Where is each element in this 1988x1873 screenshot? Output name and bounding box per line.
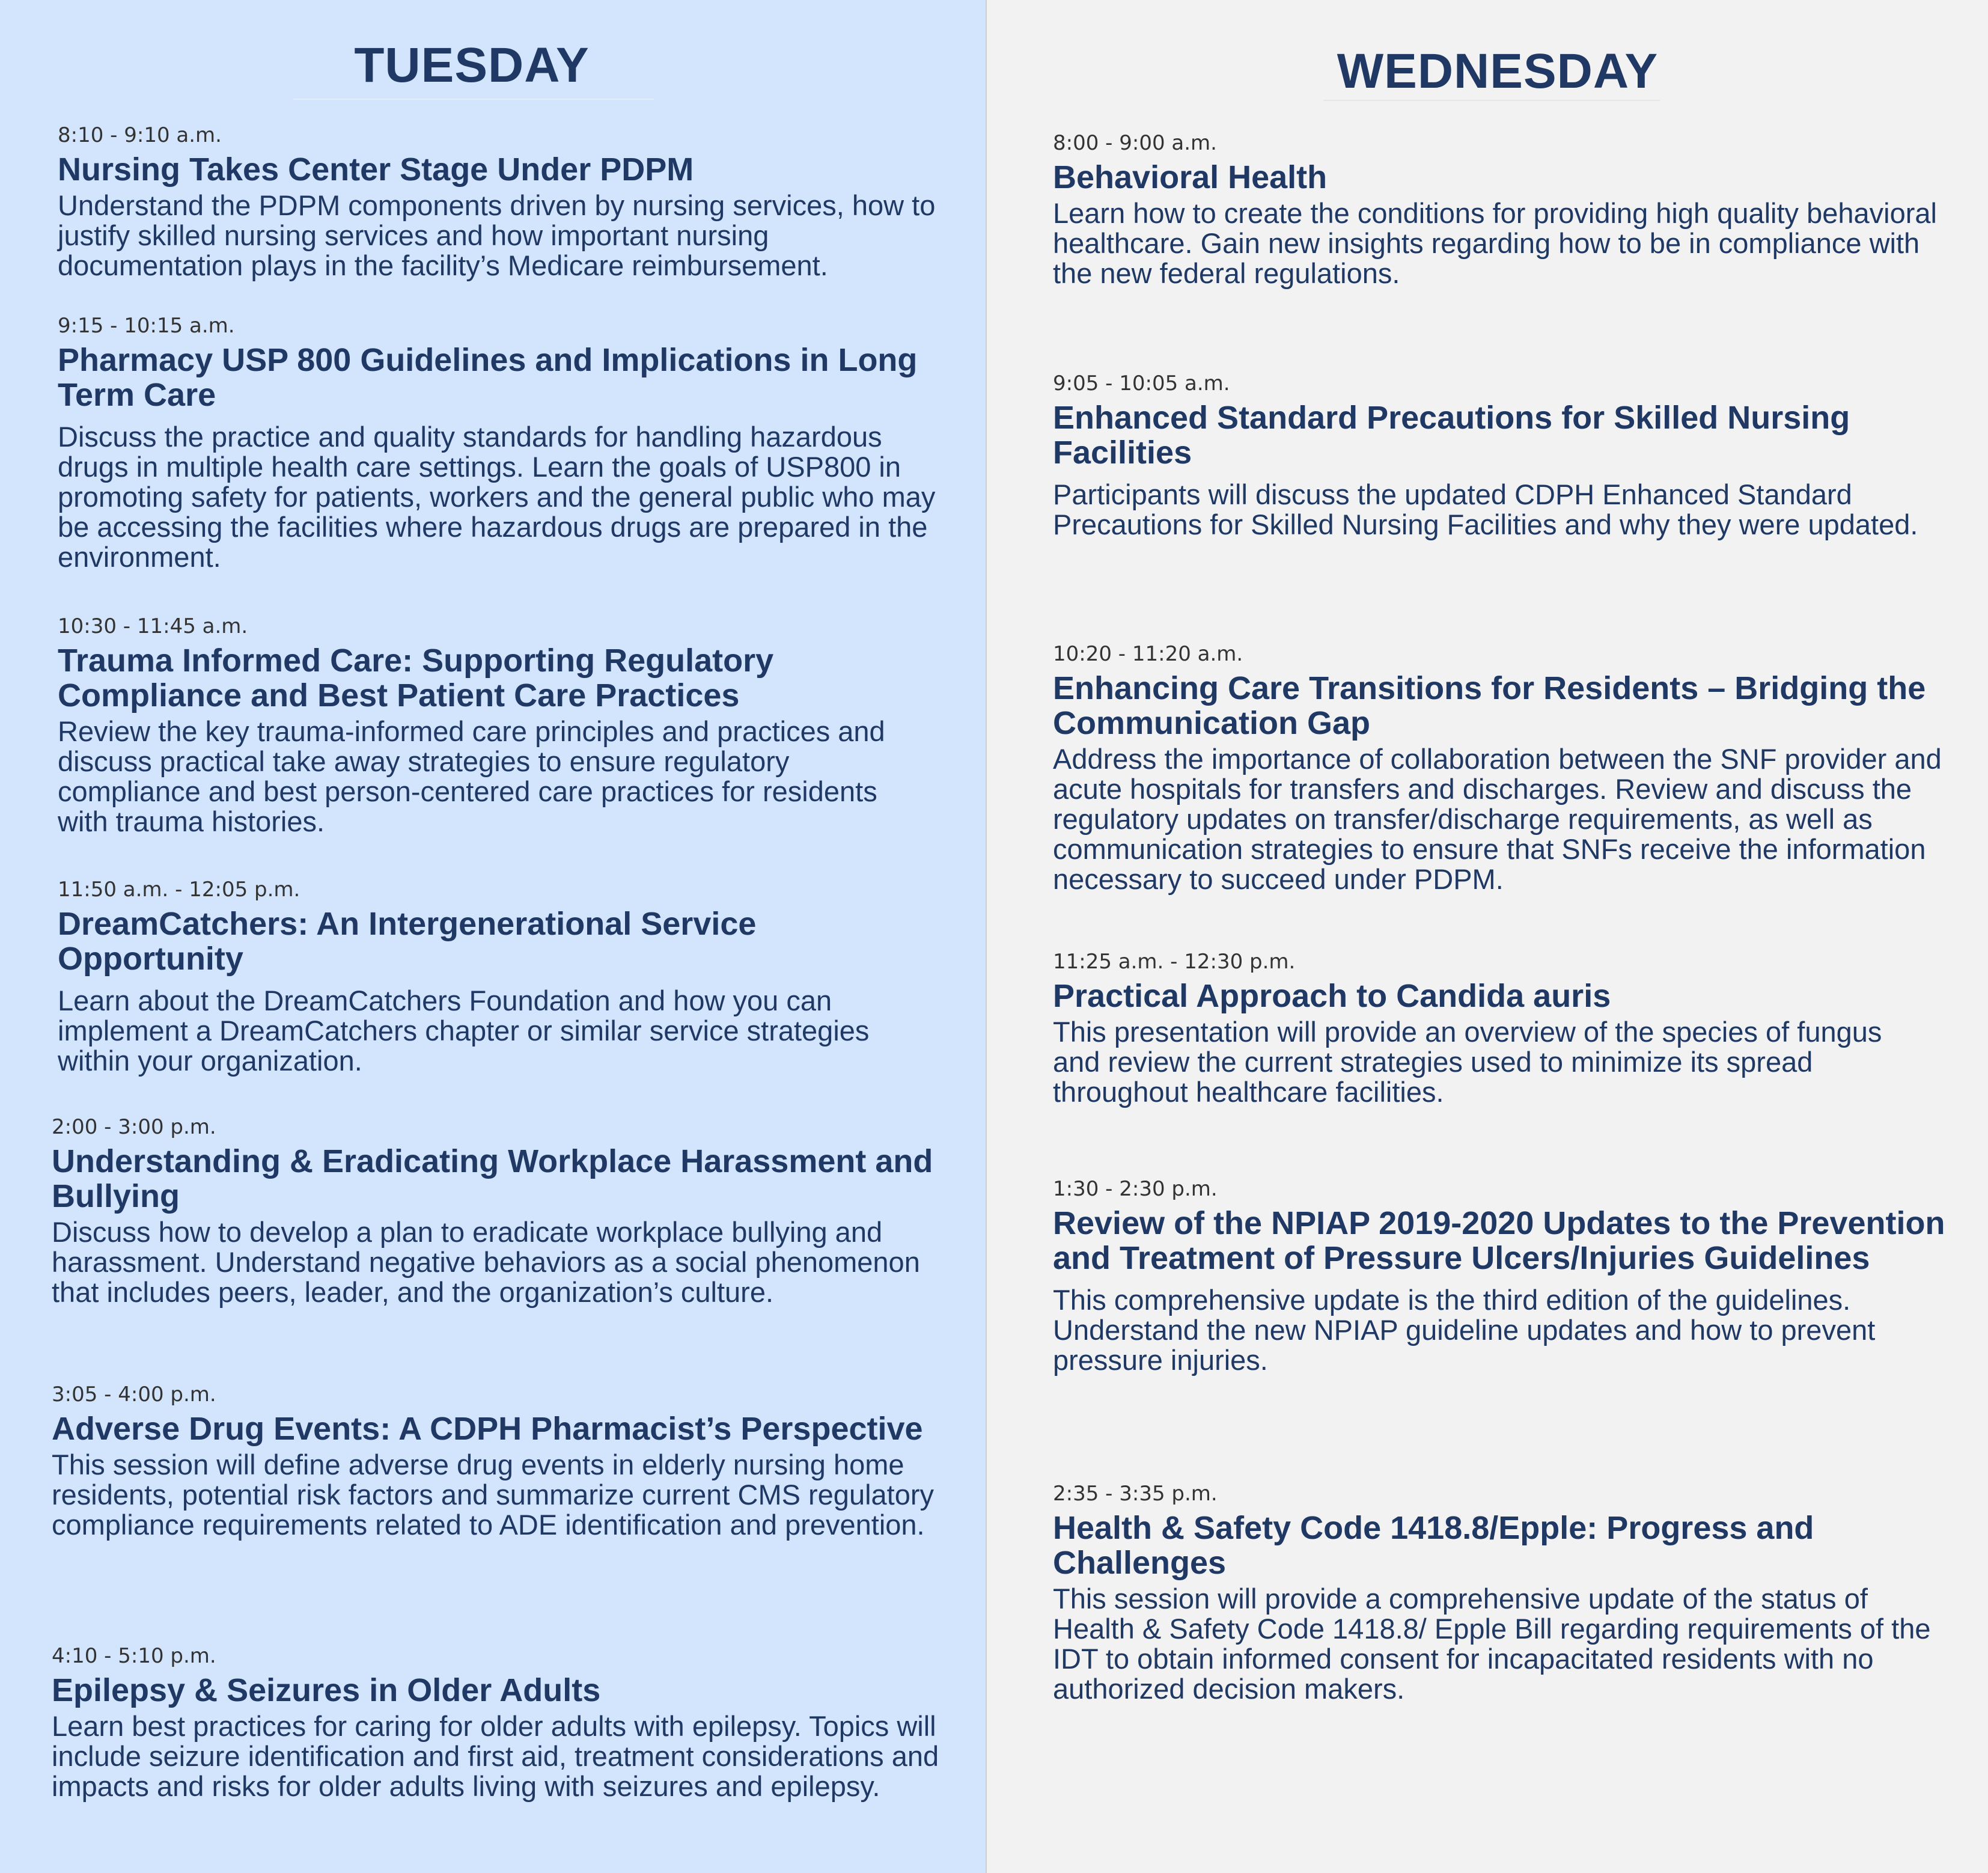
session-description: This presentation will provide an overview of the species of fungus and review the current strategies used to minimize its spread throughout healthcare facilities. xyxy=(1053,1016,1882,1108)
session-title: Practical Approach to Candida auris xyxy=(1053,978,1611,1014)
tuesday-session-6 xyxy=(52,1383,947,1540)
tuesday-session-2 xyxy=(58,314,953,572)
session-time: 3:05 - 4:00 p.m. xyxy=(52,1383,216,1407)
session-title: Review of the NPIAP 2019-2020 Updates to the Prevention and Treatment of Pressure Ulcers/Injuries Guidelines xyxy=(1053,1205,1945,1276)
session-time: 9:05 - 10:05 a.m. xyxy=(1053,371,1230,396)
session-description: Learn best practices for caring for older adults with epilepsy. Topics will include seizure identification and first aid, treatment considerations and impacts and risks for older adults living with seizures and epilepsy. xyxy=(52,1710,939,1802)
session-title: Pharmacy USP 800 Guidelines and Implications in Long Term Care xyxy=(58,342,918,413)
session-description: Discuss how to develop a plan to eradicate workplace bullying and harassment. Understand negative behaviors as a social phenomenon that includes peers, leader, and the organization’s culture. xyxy=(52,1216,920,1308)
tuesday-column xyxy=(0,0,986,1873)
session-time: 10:20 - 11:20 a.m. xyxy=(1053,642,1243,666)
tuesday-session-1 xyxy=(58,123,959,281)
session-description: Learn about the DreamCatchers Foundation and how you can implement a DreamCatchers chapter or similar service strategies within your organization. xyxy=(58,985,870,1077)
session-description: Address the importance of collaboration between the SNF provider and acute hospitals for transfers and discharges. Review and discuss the regulatory updates on transfer/discharge requirements, as well as communication strategies to ensure that SNFs receive the information necessary to succeed under PDPM. xyxy=(1053,743,1942,895)
session-time: 4:10 - 5:10 p.m. xyxy=(52,1644,216,1668)
session-title: Epilepsy & Seizures in Older Adults xyxy=(52,1672,601,1708)
session-time: 2:35 - 3:35 p.m. xyxy=(1053,1482,1218,1506)
session-description: This session will provide a comprehensive update of the status of Health & Safety Code 1418.8/ Epple Bill regarding requirements of the IDT to obtain informed consent for incapacitated residents with no authorized decision makers. xyxy=(1053,1583,1931,1705)
session-description: Review the key trauma-informed care principles and practices and discuss practical take away strategies to ensure regulatory compliance and best person-centered care practices for residents with trauma histories. xyxy=(58,715,885,837)
session-description: Discuss the practice and quality standards for handling hazardous drugs in multiple health care settings. Learn the goals of USP800 in promoting safety for patients, workers and the general public who may be accessing the facilities where hazardous drugs are prepared in the environment. xyxy=(58,421,936,573)
session-time: 10:30 - 11:45 a.m. xyxy=(58,614,248,638)
wednesday-session-3 xyxy=(1053,642,1978,894)
session-title: Health & Safety Code 1418.8/Epple: Progress and Challenges xyxy=(1053,1510,1814,1581)
session-title: Enhanced Standard Precautions for Skilled Nursing Facilities xyxy=(1053,400,1850,471)
wednesday-heading-rule xyxy=(1323,100,1660,101)
session-title: Adverse Drug Events: A CDPH Pharmacist’s Perspective xyxy=(52,1411,923,1447)
wednesday-session-1 xyxy=(1053,131,1942,289)
session-description: This comprehensive update is the third edition of the guidelines. Understand the new NPIAP guideline updates and how to prevent pressure injuries. xyxy=(1053,1284,1876,1376)
wednesday-column xyxy=(986,0,1988,1873)
session-time: 8:10 - 9:10 a.m. xyxy=(58,123,222,147)
wednesday-session-2 xyxy=(1053,371,1972,540)
session-description: Understand the PDPM components driven by nursing services, how to justify skilled nursing services and how important nursing documentation plays in the facility’s Medicare reimbursement. xyxy=(58,189,936,281)
session-title: Enhancing Care Transitions for Residents – Bridging the Communication Gap xyxy=(1053,670,1926,741)
session-title: Nursing Takes Center Stage Under PDPM xyxy=(58,151,694,188)
session-time: 2:00 - 3:00 p.m. xyxy=(52,1115,216,1139)
session-description: Learn how to create the conditions for providing high quality behavioral healthcare. Gain new insights regarding how to be in compliance with the new federal regulations. xyxy=(1053,197,1937,289)
session-time: 1:30 - 2:30 p.m. xyxy=(1053,1177,1218,1201)
wednesday-session-4 xyxy=(1053,950,1906,1107)
session-title: Trauma Informed Care: Supporting Regulatory Compliance and Best Patient Care Practices xyxy=(58,643,774,713)
wednesday-session-5 xyxy=(1053,1177,1972,1375)
tuesday-session-4 xyxy=(58,878,905,1076)
session-time: 11:25 a.m. - 12:30 p.m. xyxy=(1053,950,1296,974)
tuesday-session-5 xyxy=(52,1115,965,1307)
session-title: Behavioral Health xyxy=(1053,159,1328,195)
session-description: Participants will discuss the updated CDPH Enhanced Standard Precautions for Skilled Nursing Facilities and why they were updated. xyxy=(1053,478,1918,540)
wednesday-session-6 xyxy=(1053,1482,1954,1704)
session-time: 8:00 - 9:00 a.m. xyxy=(1053,131,1217,155)
session-time: 11:50 a.m. - 12:05 p.m. xyxy=(58,878,300,902)
session-title: Understanding & Eradicating Workplace Harassment and Bullying xyxy=(52,1143,933,1214)
session-description: This session will define adverse drug events in elderly nursing home residents, potential risk factors and summarize current CMS regulatory compliance requirements related to ADE identification and prevention. xyxy=(52,1449,935,1541)
tuesday-session-7 xyxy=(52,1644,947,1801)
tuesday-session-3 xyxy=(58,614,935,837)
session-time: 9:15 - 10:15 a.m. xyxy=(58,314,235,338)
tuesday-heading: TUESDAY xyxy=(354,38,590,93)
wednesday-heading: WEDNESDAY xyxy=(1337,44,1659,99)
tuesday-heading-rule xyxy=(293,99,654,100)
session-title: DreamCatchers: An Intergenerational Service Opportunity xyxy=(58,906,757,977)
